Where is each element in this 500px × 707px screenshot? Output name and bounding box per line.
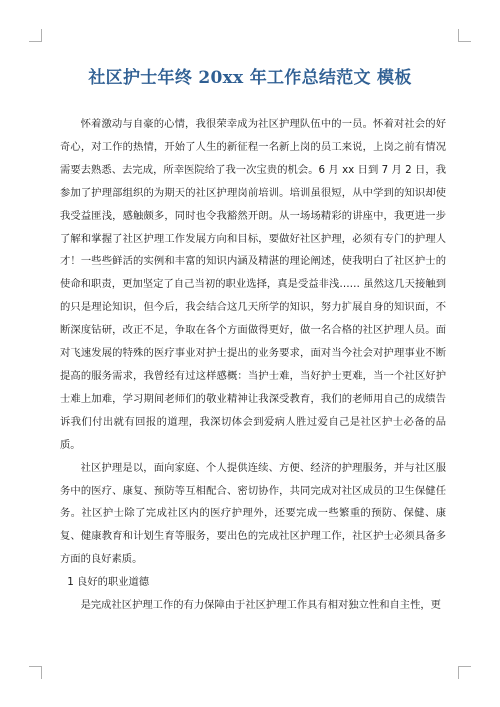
crop-mark-top-left	[29, 29, 42, 42]
section-heading-professional-ethics: 1 良好的职业道德	[67, 576, 150, 589]
paragraph-community-nursing: 社区护理是以，面向家庭、个人提供连续、方便、经济的护理服务，并与社区服务中的医疗、康复、预防等互相配合、密切协作，共同完成对社区成员的卫生保健任务。社区护士除了完成社区内的医疗护理外，还要完成一些繁重的预防、保健、康复、健康教育和计划生育等服务，要出色的完成社区护理工作，社区护士必须具备多方面的良好素质。	[60, 461, 446, 566]
paragraph-ethics-intro: 是完成社区护理工作的有力保障由于社区护理工作具有相对独立性和自主性，更	[80, 599, 441, 612]
crop-mark-bottom-right	[458, 666, 471, 679]
paragraph-training-reflection: 怀着激动与自豪的心情，我很荣幸成为社区护理队伍中的一员。怀着对社会的好奇心，对工作的热情，开始了人生的新征程一名新上岗的员工来说，上岗之前有情况需要去熟悉、去完成，所幸医院给了我一次宝贵的机会。6 月 xx 日到 7 月 2 日，我参加了护理部组织的为期天的社区护理岗前培训。培训虽很短，从中学到的知识却使我受益匪浅，感触颇多，同时也令我豁然开朗。从一场场精彩的讲座中，我更进一步了解和掌握了社区护理工作发展方向和目标，要做好社区护理，必须有专门的护理人才！一些些鲜活的实例和丰富的知识内涵及精湛的理论阐述，使我明白了社区护士的使命和职责，更加坚定了自己当初的职业选择，真是受益非浅…… 虽然这几天接触到的只是理论知识，但今后，我会结合这几天所学的知识，努力扩展自身的知识面，不断深度钻研，改正不足，争取在各个方面做得更好，做一名合格的社区护理人员。面对飞速发展的特殊的医疗事业对护士提出的业务要求，面对当今社会对护理事业不断提高的服务需求，我曾经有过这样感概：当护士难，当好护士更难，当一个社区好护士难上加难，学习期间老师们的敬业精神让我深受教育，我们的老师用自己的成绩告诉我们付出就有回报的道理，我深切体会到爱病人胜过爱自己是社区护士必备的品质。	[60, 118, 446, 451]
crop-mark-bottom-left	[29, 666, 42, 679]
crop-mark-top-right	[458, 29, 471, 42]
document-body	[60, 113, 446, 617]
document-title: 社区护士年终 20xx 年工作总结范文 模板	[88, 68, 412, 88]
